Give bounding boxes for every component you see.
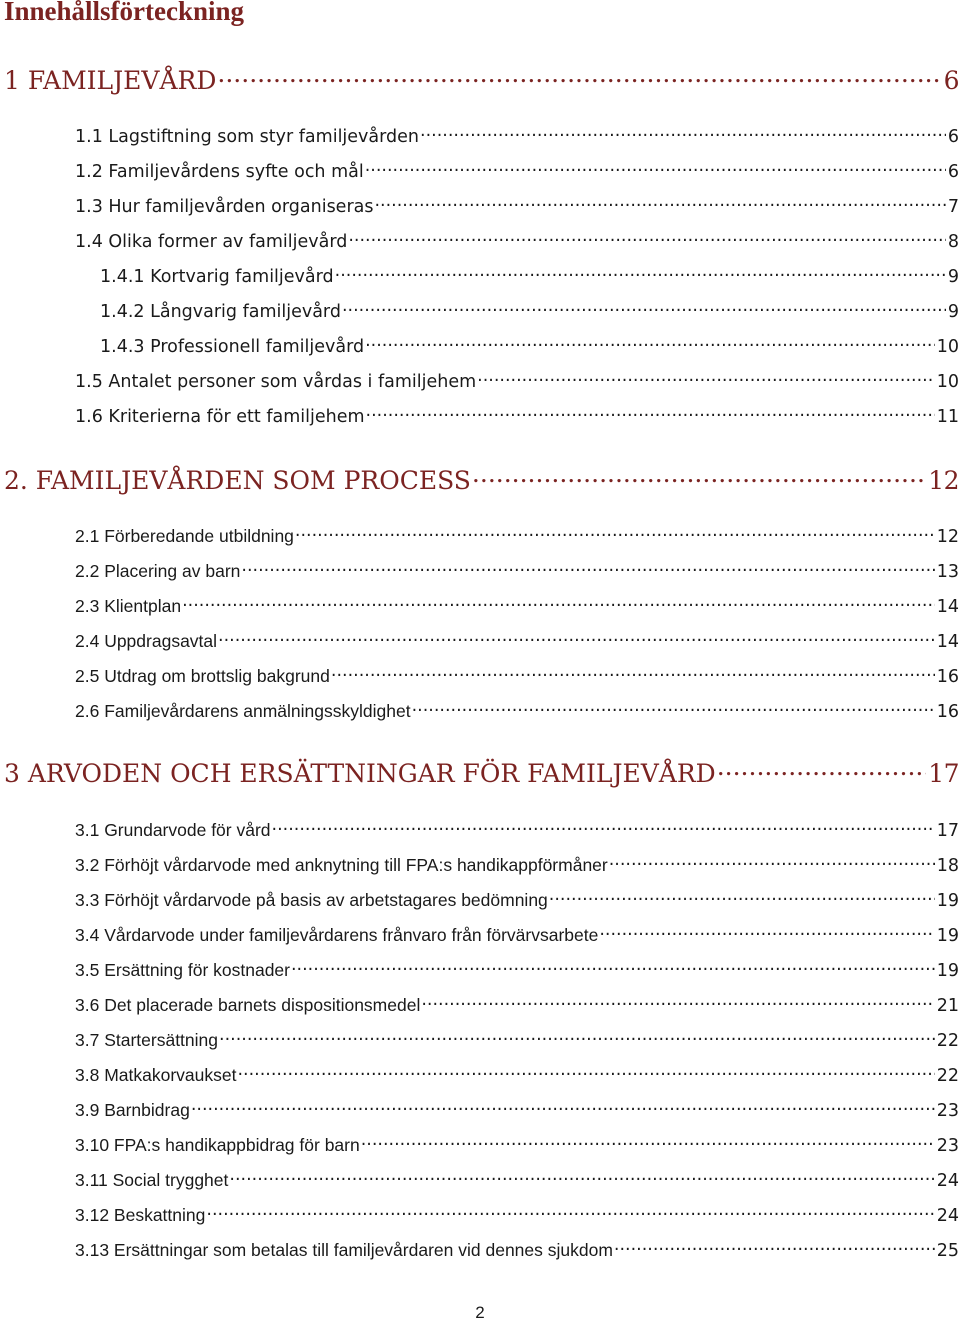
toc-entry-3-9[interactable] — [75, 1098, 959, 1121]
toc-entry-3-8[interactable] — [75, 1063, 959, 1086]
dot-leader — [335, 264, 946, 282]
toc-entry-label: 2.1 Förberedande utbildning — [75, 525, 294, 546]
toc-entry-page: 22 — [936, 1065, 959, 1086]
dot-leader — [291, 958, 935, 976]
toc-entry-3-11[interactable] — [75, 1168, 959, 1191]
toc-entry-label: 2.3 Klientplan — [75, 595, 182, 616]
toc-entry-2-4[interactable] — [75, 629, 959, 652]
toc-entry-3-12[interactable] — [75, 1203, 959, 1226]
toc-entry-page: 6 — [947, 126, 959, 147]
toc-entry-page: 14 — [936, 596, 959, 617]
page-number: 2 — [475, 1303, 485, 1322]
toc-entry-label: 3.1 Grundarvode för vård — [75, 819, 271, 840]
toc-entry-label: 2.2 Placering av barn — [75, 560, 241, 581]
toc-entry-label: 3.5 Ersättning för kostnader — [75, 959, 290, 980]
toc-entry-3-5[interactable] — [75, 958, 959, 981]
toc-entry-label: 1.2 Familjevårdens syfte och mål — [75, 161, 364, 182]
toc-entry-label: 3.2 Förhöjt vårdarvode med anknytning till FPA:s handikappförmåner — [75, 854, 608, 875]
dot-leader — [331, 664, 935, 682]
toc-entry-page: 9 — [947, 301, 959, 322]
toc-entry-3-4[interactable] — [75, 923, 959, 946]
dot-leader — [219, 1028, 935, 1046]
toc-entry-page: 10 — [936, 336, 959, 357]
dot-leader — [420, 124, 946, 142]
toc-entry-label: 3.8 Matkakorvaukset — [75, 1064, 237, 1085]
toc-entry-label: 2.4 Uppdragsavtal — [75, 630, 218, 651]
dot-leader — [549, 888, 935, 906]
toc-entry-label: 1.6 Kriterierna för ett familjehem — [75, 406, 365, 427]
toc-entry-chapter-1[interactable] — [4, 64, 959, 95]
toc-entry-1-4-2[interactable] — [100, 299, 959, 322]
toc-entry-2-5[interactable] — [75, 664, 959, 687]
dot-leader — [229, 1168, 934, 1186]
toc-entry-page: 9 — [947, 266, 959, 287]
toc-entry-label: 1.4.1 Kortvarig familjevård — [100, 266, 334, 287]
toc-entry-page: 24 — [936, 1205, 959, 1226]
toc-entry-page: 8 — [947, 231, 959, 252]
dot-leader — [241, 559, 934, 577]
toc-entry-1-6[interactable] — [75, 404, 959, 427]
dot-leader — [614, 1238, 935, 1256]
toc-entry-page: 23 — [936, 1100, 959, 1121]
toc-entry-1-2[interactable] — [75, 159, 959, 182]
toc-entry-1-4-1[interactable] — [100, 264, 959, 287]
toc-entry-3-10[interactable] — [75, 1133, 959, 1156]
toc-entry-1-4[interactable] — [75, 229, 959, 252]
toc-entry-1-5[interactable] — [75, 369, 959, 392]
toc-entry-label: 1.4.3 Professionell familjevård — [100, 336, 365, 357]
toc-entry-2-6[interactable] — [75, 699, 959, 722]
toc-entry-page: 12 — [928, 466, 959, 495]
dot-leader — [191, 1098, 935, 1116]
toc-entry-chapter-3[interactable] — [4, 757, 959, 788]
dot-leader — [295, 524, 935, 542]
dot-leader — [412, 699, 935, 717]
toc-entry-page: 14 — [936, 631, 959, 652]
dot-leader — [365, 159, 946, 177]
toc-entry-label: 3.9 Barnbidrag — [75, 1099, 190, 1120]
toc-entry-page: 6 — [947, 161, 959, 182]
toc-entry-page: 17 — [936, 820, 959, 841]
toc-entry-3-3[interactable] — [75, 888, 959, 911]
dot-leader — [374, 194, 945, 212]
dot-leader — [366, 404, 935, 422]
toc-entry-label: 3.13 Ersättningar som betalas till familjevårdaren vid dennes sjukdom — [75, 1239, 613, 1260]
toc-entry-label: 2.5 Utdrag om brottslig bakgrund — [75, 665, 330, 686]
toc-entry-label: 3.6 Det placerade barnets dispositionsmedel — [75, 994, 421, 1015]
toc-entry-label: 1.4 Olika former av familjevård — [75, 231, 348, 252]
toc-entry-page: 10 — [936, 371, 959, 392]
toc-entry-page: 18 — [936, 855, 959, 876]
toc-entry-page: 6 — [943, 66, 959, 95]
toc-entry-page: 16 — [936, 666, 959, 687]
toc-entry-label: 3.7 Startersättning — [75, 1029, 218, 1050]
toc-entry-page: 25 — [936, 1240, 959, 1261]
dot-leader — [342, 299, 946, 317]
toc-entry-3-7[interactable] — [75, 1028, 959, 1051]
dot-leader — [717, 757, 926, 782]
toc-entry-page: 11 — [936, 406, 959, 427]
dot-leader — [217, 64, 941, 89]
toc-entry-2-3[interactable] — [75, 594, 959, 617]
toc-entry-page: 24 — [936, 1170, 959, 1191]
toc-entry-1-4-3[interactable] — [100, 334, 959, 357]
toc-entry-chapter-2[interactable] — [4, 464, 959, 495]
dot-leader — [599, 923, 934, 941]
toc-entry-label: 3.10 FPA:s handikappbidrag för barn — [75, 1134, 360, 1155]
toc-entry-page: 19 — [936, 960, 959, 981]
dot-leader — [182, 594, 935, 612]
toc-entry-2-1[interactable] — [75, 524, 959, 547]
toc-entry-page: 22 — [936, 1030, 959, 1051]
toc-entry-label: 3.4 Vårdarvode under familjevårdarens frånvaro från förvärvsarbete — [75, 924, 599, 945]
toc-heading: Innehållsförteckning — [4, 0, 245, 26]
dot-leader — [237, 1063, 934, 1081]
dot-leader — [421, 993, 934, 1011]
toc-entry-page: 12 — [936, 526, 959, 547]
dot-leader — [218, 629, 935, 647]
toc-entry-label: 3.11 Social trygghet — [75, 1169, 229, 1190]
dot-leader — [272, 818, 935, 836]
toc-entry-1-1[interactable] — [75, 124, 959, 147]
dot-leader — [206, 1203, 934, 1221]
toc-entry-page: 19 — [936, 925, 959, 946]
toc-entry-label: 3 ARVODEN OCH ERSÄTTNINGAR FÖR FAMILJEVÅRD — [4, 759, 716, 788]
toc-entry-page: 13 — [936, 561, 959, 582]
toc-entry-page: 23 — [936, 1135, 959, 1156]
toc-entry-page: 7 — [947, 196, 959, 217]
dot-leader — [472, 464, 926, 489]
toc-entry-2-2[interactable] — [75, 559, 959, 582]
toc-entry-label: 1.3 Hur familjevården organiseras — [75, 196, 374, 217]
toc-entry-page: 21 — [936, 995, 959, 1016]
dot-leader — [348, 229, 946, 247]
toc-entry-label: 2.6 Familjevårdarens anmälningsskyldighet — [75, 700, 411, 721]
toc-entry-3-13[interactable] — [75, 1238, 959, 1261]
toc-entry-page: 19 — [936, 890, 959, 911]
dot-leader — [477, 369, 935, 387]
toc-entry-3-1[interactable] — [75, 818, 959, 841]
toc-entry-label: 3.3 Förhöjt vårdarvode på basis av arbetstagares bedömning — [75, 889, 548, 910]
toc-entry-label: 2. FAMILJEVÅRDEN SOM PROCESS — [4, 466, 471, 495]
toc-entry-label: 1.4.2 Långvarig familjevård — [100, 301, 341, 322]
toc-entry-label: 1.5 Antalet personer som vårdas i familjehem — [75, 371, 477, 392]
toc-entry-3-6[interactable] — [75, 993, 959, 1016]
toc-entry-label: 3.12 Beskattning — [75, 1204, 206, 1225]
dot-leader — [609, 853, 935, 871]
toc-entry-label: 1.1 Lagstiftning som styr familjevården — [75, 126, 419, 147]
toc-entry-page: 17 — [928, 759, 959, 788]
toc-entry-1-3[interactable] — [75, 194, 959, 217]
toc-entry-3-2[interactable] — [75, 853, 959, 876]
dot-leader — [361, 1133, 935, 1151]
dot-leader — [365, 334, 935, 352]
toc-entry-page: 16 — [936, 701, 959, 722]
toc-entry-label: 1 FAMILJEVÅRD — [4, 66, 217, 95]
